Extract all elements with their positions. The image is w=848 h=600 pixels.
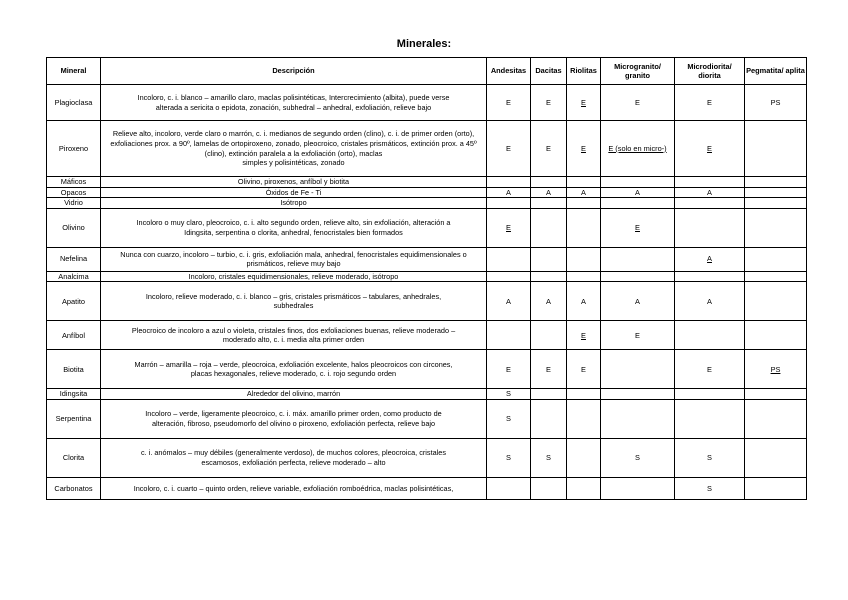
riolitas-cell <box>567 121 601 177</box>
microgranito-cell <box>601 399 675 438</box>
header-descripcion: Descripción <box>101 58 487 85</box>
andesitas-value: S <box>506 389 511 399</box>
description-line: Relieve alto, incoloro, verde claro o marrón, c. i. medianos de segundo orden (clino), c. i. de primer orden (orto), exfoliaciones prox. a 90º, lamelas de ortopiroxeno, zonado, pleocroico, cristales prismáticos, extinción prox. a 45º (clino), extinción paralela a la exfoliación (orto), maclas <box>110 129 477 158</box>
pegmatita-cell <box>745 271 807 282</box>
mineral-name-cell: Analcima <box>47 271 101 282</box>
description-line: Alrededor del olivino, marrón <box>246 389 341 399</box>
andesitas-cell <box>487 187 531 198</box>
pegmatita-cell <box>745 121 807 177</box>
table-row <box>47 198 807 209</box>
andesitas-cell <box>487 321 531 350</box>
microdiorita-cell <box>675 198 745 209</box>
microdiorita-value: S <box>707 483 712 493</box>
table-row <box>47 121 807 177</box>
description-cell <box>101 438 487 477</box>
dacitas-cell <box>531 177 567 188</box>
microdiorita-cell <box>675 187 745 198</box>
riolitas-cell <box>567 282 601 321</box>
andesitas-cell <box>487 389 531 400</box>
andesitas-cell <box>487 282 531 321</box>
riolitas-value: E <box>581 364 586 374</box>
dacitas-cell <box>531 399 567 438</box>
microgranito-cell <box>601 271 675 282</box>
dacitas-cell <box>531 208 567 247</box>
mineral-name-cell: Anfíbol <box>47 321 101 350</box>
table-row <box>47 350 807 389</box>
pegmatita-cell <box>745 177 807 188</box>
microdiorita-cell <box>675 389 745 400</box>
riolitas-cell <box>567 389 601 400</box>
microdiorita-cell <box>675 177 745 188</box>
table-body <box>47 85 807 500</box>
dacitas-value: A <box>546 296 551 306</box>
dacitas-cell <box>531 271 567 282</box>
andesitas-value: E <box>506 97 511 107</box>
andesitas-value: A <box>506 187 511 197</box>
description-line: Incoloro – verde, ligeramente pleocroico, c. i. máx. amarillo primer orden, como producto de <box>145 409 442 419</box>
description-line: moderado alto, c. i. media alta primer orden <box>222 335 365 345</box>
table-row <box>47 85 807 121</box>
microgranito-cell <box>601 208 675 247</box>
pegmatita-cell <box>745 85 807 121</box>
description-line: alteración, fibroso, pseudomorfo del olivino o piroxeno, exfoliación perfecta, relieve bajo <box>151 418 436 428</box>
description-line: Incoloro, c. i. blanco – amarillo claro, maclas polisintéticas, Intercrecimiento (albita), puede verse <box>137 92 450 102</box>
description-cell <box>101 389 487 400</box>
description-cell <box>101 350 487 389</box>
mineral-name-cell: Opacos <box>47 187 101 198</box>
riolitas-cell <box>567 477 601 499</box>
riolitas-cell <box>567 399 601 438</box>
header-mineral: Mineral <box>47 58 101 85</box>
microdiorita-value: E <box>707 364 712 374</box>
description-line: Incoloro o muy claro, pleocroico, c. i. alto segundo orden, relieve alto, sin exfoliación, alteración a <box>136 218 451 228</box>
mineral-name-cell: Nefelina <box>47 247 101 271</box>
description-cell <box>101 321 487 350</box>
riolitas-value: A <box>581 296 586 306</box>
andesitas-value: E <box>506 143 511 153</box>
description-line: Pleocroico de incoloro a azul o violeta, cristales finos, dos exfoliaciones buenas, relieve moderado – <box>131 325 456 335</box>
riolitas-cell <box>567 271 601 282</box>
pegmatita-cell <box>745 321 807 350</box>
description-line: Incoloro, relieve moderado, c. i. blanco – gris, cristales prismáticos – tabulares, anhedrales, <box>145 291 442 301</box>
page-title: Minerales: <box>396 38 452 50</box>
header-andesitas: Andesitas <box>487 58 531 85</box>
table-row <box>47 389 807 400</box>
description-line: Nunca con cuarzo, incoloro – turbio, c. i. gris, exfoliación mala, anhedral, fenocristales equidimensionales o prismáticos, relieve muy bajo <box>120 249 467 269</box>
description-line: Isótropo <box>280 198 307 208</box>
description-line: c. i. anómalos – muy débiles (generalmente verdoso), de muchos colores, pleocroica, cristales <box>141 448 446 458</box>
microdiorita-cell <box>675 321 745 350</box>
riolitas-value: E <box>581 330 586 340</box>
dacitas-cell <box>531 247 567 271</box>
mineral-name-cell: Máficos <box>47 177 101 188</box>
andesitas-value: S <box>506 414 511 424</box>
dacitas-cell <box>531 85 567 121</box>
dacitas-cell <box>531 282 567 321</box>
pegmatita-cell <box>745 187 807 198</box>
table-row <box>47 247 807 271</box>
description-cell <box>101 477 487 499</box>
pegmatita-cell <box>745 247 807 271</box>
riolitas-cell <box>567 247 601 271</box>
dacitas-value: S <box>546 453 551 463</box>
mineral-name-cell: Olivino <box>47 208 101 247</box>
andesitas-cell <box>487 477 531 499</box>
table-row <box>47 477 807 499</box>
riolitas-cell <box>567 208 601 247</box>
dacitas-cell <box>531 389 567 400</box>
riolitas-cell <box>567 321 601 350</box>
andesitas-cell <box>487 271 531 282</box>
microgranito-cell <box>601 438 675 477</box>
microdiorita-value: E <box>707 97 712 107</box>
table-row <box>47 438 807 477</box>
riolitas-cell <box>567 350 601 389</box>
microgranito-cell <box>601 321 675 350</box>
andesitas-cell <box>487 438 531 477</box>
pegmatita-cell <box>745 477 807 499</box>
pegmatita-cell <box>745 350 807 389</box>
riolitas-cell <box>567 187 601 198</box>
description-line: Incoloro, c. i. cuarto – quinto orden, relieve variable, exfoliación romboédrica, maclas polisintéticas, <box>133 483 454 493</box>
microdiorita-value: A <box>707 296 712 306</box>
andesitas-value: A <box>506 296 511 306</box>
mineral-name-cell: Clorita <box>47 438 101 477</box>
description-line: subhedrales <box>273 301 314 311</box>
riolitas-value: E <box>581 143 586 153</box>
andesitas-value: E <box>506 364 511 374</box>
mineral-name-cell: Biotita <box>47 350 101 389</box>
description-cell <box>101 208 487 247</box>
microdiorita-cell <box>675 399 745 438</box>
microdiorita-value: A <box>707 187 712 197</box>
microdiorita-cell <box>675 282 745 321</box>
description-line: Olivino, piroxenos, anfíbol y biotita <box>237 177 350 186</box>
dacitas-value: A <box>546 187 551 197</box>
description-cell <box>101 198 487 209</box>
header-microgranito: Microgranito/ granito <box>601 58 675 85</box>
description-cell <box>101 399 487 438</box>
mineral-name-cell: Serpentina <box>47 399 101 438</box>
dacitas-cell <box>531 187 567 198</box>
pegmatita-cell <box>745 399 807 438</box>
riolitas-cell <box>567 177 601 188</box>
description-cell <box>101 121 487 177</box>
andesitas-cell <box>487 177 531 188</box>
mineral-table <box>46 57 807 500</box>
andesitas-value: S <box>506 453 511 463</box>
dacitas-value: E <box>546 143 551 153</box>
description-line: Idingsita, serpentina o clorita, anhedral, fenocristales bien formados <box>184 227 403 237</box>
andesitas-cell <box>487 247 531 271</box>
microdiorita-value: E <box>707 143 712 153</box>
andesitas-value: E <box>506 222 511 232</box>
microdiorita-cell <box>675 208 745 247</box>
microdiorita-cell <box>675 121 745 177</box>
andesitas-cell <box>487 198 531 209</box>
description-line: Marrón – amarilla – roja – verde, pleocroica, exfoliación excelente, halos pleocroicos con circones, <box>134 359 453 369</box>
pegmatita-cell <box>745 438 807 477</box>
microdiorita-cell <box>675 247 745 271</box>
header-pegmatita: Pegmatita/ aplita <box>745 58 807 85</box>
description-cell <box>101 177 487 188</box>
table-row <box>47 321 807 350</box>
description-line: Incoloro, cristales equidimensionales, relieve moderado, isótropo <box>188 271 399 281</box>
andesitas-cell <box>487 85 531 121</box>
table-row <box>47 399 807 438</box>
dacitas-cell <box>531 121 567 177</box>
dacitas-value: E <box>546 97 551 107</box>
mineral-name-cell: Vidrio <box>47 198 101 209</box>
table-row <box>47 271 807 282</box>
description-cell <box>101 282 487 321</box>
microgranito-value: E <box>635 222 640 232</box>
description-line: alterada a sericita o epidota, zonación, subhedral – anhedral, exfoliación, relieve bajo <box>155 102 432 112</box>
microgranito-cell <box>601 477 675 499</box>
mineral-name-cell: Carbonatos <box>47 477 101 499</box>
riolitas-cell <box>567 438 601 477</box>
microgranito-cell <box>601 282 675 321</box>
header-microdiorita: Microdiorita/ diorita <box>675 58 745 85</box>
riolitas-cell <box>567 85 601 121</box>
andesitas-cell <box>487 208 531 247</box>
andesitas-cell <box>487 121 531 177</box>
andesitas-cell <box>487 350 531 389</box>
description-line: placas hexagonales, relieve moderado, c. i. rojo segundo orden <box>190 369 397 379</box>
microgranito-cell <box>601 177 675 188</box>
mineral-name-cell: Plagioclasa <box>47 85 101 121</box>
mineral-name-cell: Piroxeno <box>47 121 101 177</box>
pegmatita-cell <box>745 389 807 400</box>
microgranito-cell <box>601 389 675 400</box>
description-cell <box>101 271 487 282</box>
microgranito-value: A <box>635 296 640 306</box>
microgranito-value: S <box>635 453 640 463</box>
microgranito-cell <box>601 187 675 198</box>
microgranito-cell <box>601 85 675 121</box>
microdiorita-cell <box>675 271 745 282</box>
dacitas-cell <box>531 477 567 499</box>
microgranito-cell <box>601 121 675 177</box>
description-cell <box>101 187 487 198</box>
description-line: escamosos, exfoliación perfecta, relieve moderado – alto <box>201 457 386 467</box>
pegmatita-value: PS <box>770 364 781 374</box>
table-row <box>47 177 807 188</box>
dacitas-cell <box>531 198 567 209</box>
header-dacitas: Dacitas <box>531 58 567 85</box>
pegmatita-cell <box>745 198 807 209</box>
microgranito-value: A <box>635 187 640 197</box>
microdiorita-cell <box>675 477 745 499</box>
microgranito-value: E (solo en micro-) <box>608 143 667 153</box>
dacitas-cell <box>531 438 567 477</box>
mineral-name-cell: Idingsita <box>47 389 101 400</box>
pegmatita-cell <box>745 282 807 321</box>
pegmatita-value: PS <box>770 97 781 107</box>
andesitas-cell <box>487 399 531 438</box>
riolitas-cell <box>567 198 601 209</box>
description-line: simples y polisintéticas, zonado <box>242 158 345 168</box>
microdiorita-cell <box>675 85 745 121</box>
microgranito-cell <box>601 247 675 271</box>
table-row <box>47 187 807 198</box>
description-line: Óxidos de Fe - Ti <box>265 187 322 197</box>
table-row <box>47 282 807 321</box>
header-row <box>47 58 807 85</box>
description-cell <box>101 85 487 121</box>
dacitas-value: E <box>546 364 551 374</box>
header-riolitas: Riolitas <box>567 58 601 85</box>
microdiorita-value: A <box>707 254 712 264</box>
microdiorita-value: S <box>707 453 712 463</box>
microgranito-value: E <box>635 97 640 107</box>
riolitas-value: A <box>581 187 586 197</box>
microgranito-value: E <box>635 330 640 340</box>
table-row <box>47 208 807 247</box>
microgranito-cell <box>601 198 675 209</box>
microgranito-cell <box>601 350 675 389</box>
description-cell <box>101 247 487 271</box>
dacitas-cell <box>531 350 567 389</box>
microdiorita-cell <box>675 350 745 389</box>
pegmatita-cell <box>745 208 807 247</box>
riolitas-value: E <box>581 97 586 107</box>
mineral-name-cell: Apatito <box>47 282 101 321</box>
microdiorita-cell <box>675 438 745 477</box>
dacitas-cell <box>531 321 567 350</box>
